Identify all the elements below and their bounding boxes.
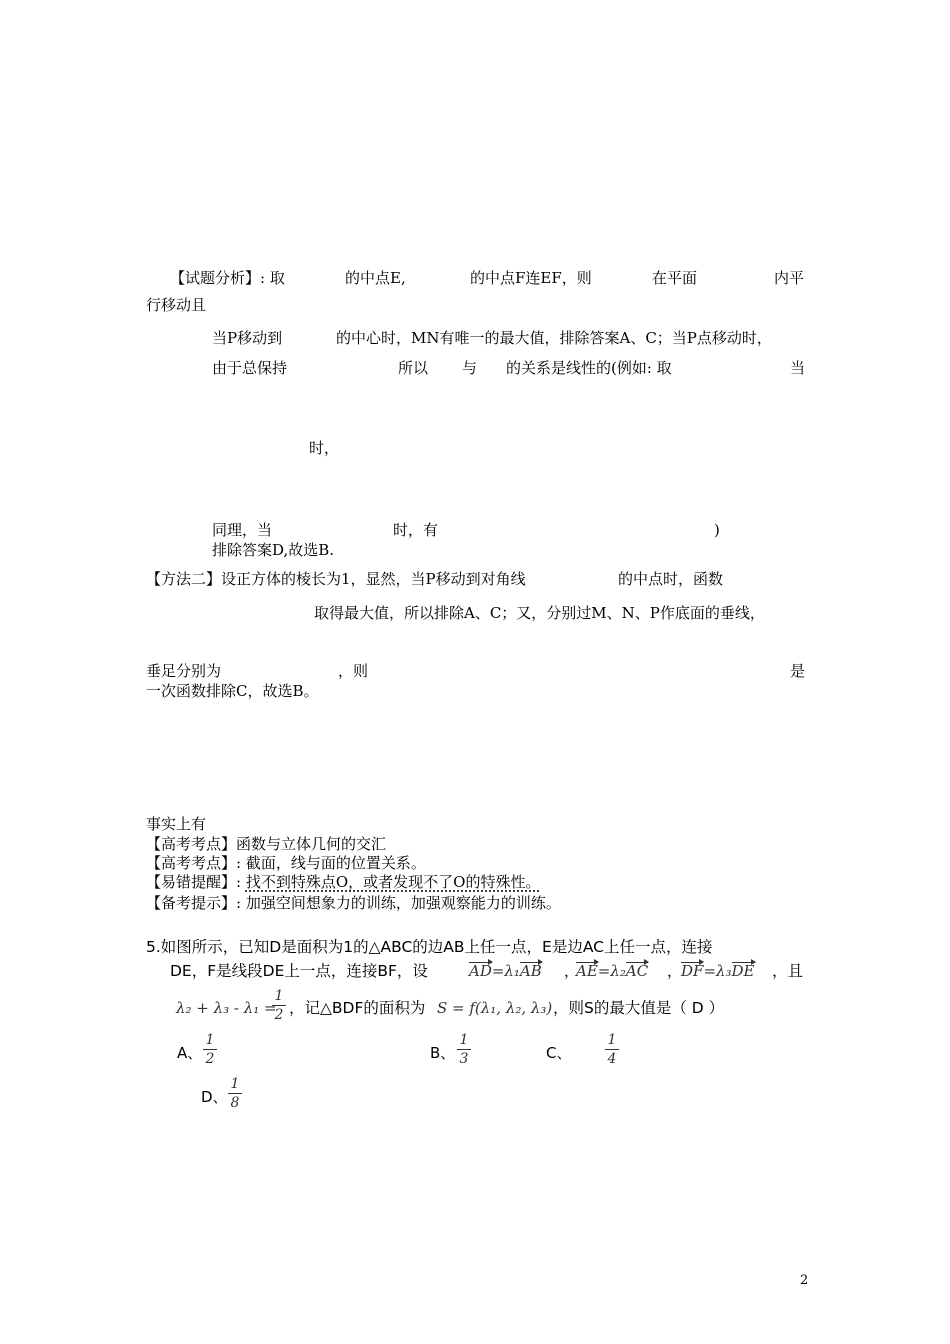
option-a-num: 1 (205, 1032, 215, 1048)
page-number: 2 (800, 1273, 809, 1288)
option-c-den: 4 (607, 1051, 617, 1067)
analysis-line-1d: 在平面 (652, 269, 698, 287)
yicuo-line (146, 872, 540, 892)
option-b-den: 3 (459, 1051, 469, 1067)
vector-eq-ae (576, 961, 648, 981)
vec-ad: AD (469, 962, 492, 980)
lambda2-eq: =λ₂ (597, 962, 626, 980)
lambda-equation: λ₂ + λ₃ - λ₁ = (176, 999, 277, 1017)
option-c-fraction (605, 1032, 619, 1067)
option-c-bar (605, 1049, 619, 1050)
option-b-bar (457, 1049, 471, 1050)
option-d-bar (228, 1093, 242, 1094)
analysis-line-6a: 同理，当 (212, 521, 273, 539)
option-b-label: B、 (430, 1044, 456, 1062)
comma-2: ， (667, 962, 683, 980)
kaodian-line-2: 【高考考点】: 截面，线与面的位置关系。 (146, 854, 426, 872)
option-d-num: 1 (230, 1076, 240, 1092)
problem5-line-3-end: ，则S的最大值是（ D ） (553, 999, 725, 1017)
analysis-line-4b: 所以 (398, 359, 429, 377)
option-a-fraction (203, 1032, 217, 1067)
method2-line-3a: 垂足分别为 (146, 662, 222, 680)
problem5-line-2-end: ，且 (772, 962, 804, 980)
problem5-line-1: 5.如图所示，已知D是面积为1的△ABC的边AB上任一点，E是边AC上任一点，连接 (146, 938, 713, 956)
analysis-line-3a: 当P移动到 (212, 329, 283, 347)
vec-de: DE (731, 962, 755, 980)
half-fraction (272, 988, 286, 1023)
problem5-line-2a: DE，F是线段DE上一点，连接BF，设 (170, 962, 428, 980)
analysis-line-6c: ) (714, 521, 720, 539)
method2-line-1b: 的中点时，函数 (618, 570, 724, 588)
analysis-line-3b: 的中心时，MN有唯一的最大值，排除答案A、C；当P点移动时， (336, 329, 772, 347)
option-c-label: C、 (546, 1044, 572, 1062)
analysis-line-7: 排除答案D,故选B. (212, 541, 335, 559)
option-c-num: 1 (607, 1032, 617, 1048)
analysis-line-1b: 的中点E, (345, 269, 406, 287)
vec-df: DF (681, 962, 704, 980)
half-num: 1 (274, 988, 284, 1004)
yicuo-body: 找不到特殊点O，或者发现不了O的特殊性。 (245, 873, 541, 891)
comma-1: ， (564, 962, 580, 980)
vector-eq-df (681, 961, 755, 981)
analysis-line-4a: 由于总保持 (212, 359, 288, 377)
analysis-line-4c: 与 (462, 359, 478, 377)
method2-line-2: 取得最大值，所以排除A、C；又，分别过M、N、P作底面的垂线， (314, 604, 765, 622)
lambda1-eq: =λ₁ (491, 962, 520, 980)
vec-ac: AC (625, 962, 649, 980)
method2-line-3b: ，则 (338, 662, 369, 680)
option-b-fraction (457, 1032, 471, 1067)
analysis-line-6b: 时，有 (393, 521, 439, 539)
option-a-label: A、 (177, 1044, 203, 1062)
fact-line: 事实上有 (146, 815, 207, 833)
analysis-line-1: 【试题分析】: 取 (170, 269, 285, 287)
option-d-den: 8 (230, 1095, 240, 1111)
analysis-line-1c: 的中点F连EF，则 (470, 269, 592, 287)
option-a-den: 2 (205, 1051, 215, 1067)
option-d-label: D、 (201, 1088, 228, 1106)
vec-ab: AB (519, 962, 542, 980)
area-function: S = f(λ₁, λ₂, λ₃) (437, 999, 553, 1017)
analysis-line-4e: 当 (790, 359, 806, 377)
kaodian-line-1: 【高考考点】函数与立体几何的交汇 (146, 835, 387, 853)
option-b-num: 1 (459, 1032, 469, 1048)
analysis-line-4d: 的关系是线性的(例如: 取 (506, 359, 672, 377)
problem5-line-3-mid: ，记△BDF的面积为 (289, 999, 426, 1017)
vector-eq-ad (469, 961, 542, 981)
half-bar (272, 1005, 286, 1006)
beikao-line: 【备考提示】: 加强空间想象力的训练，加强观察能力的训练。 (146, 894, 561, 912)
analysis-line-2: 行移动且 (146, 296, 207, 314)
lambda3-eq: =λ₃ (703, 962, 732, 980)
option-d-fraction (228, 1076, 242, 1111)
vec-ae: AE (576, 962, 598, 980)
analysis-line-5: 时， (309, 439, 340, 457)
option-a-bar (203, 1049, 217, 1050)
analysis-line-1e: 内平 (774, 269, 805, 287)
yicuo-label: 【易错提醒】: (146, 873, 242, 891)
half-den: 2 (274, 1007, 284, 1023)
method2-line-1a: 【方法二】设正方体的棱长为1，显然，当P移动到对角线 (146, 570, 526, 588)
method2-line-3c: 是 (790, 662, 806, 680)
method2-line-4: 一次函数排除C，故选B。 (146, 682, 319, 700)
